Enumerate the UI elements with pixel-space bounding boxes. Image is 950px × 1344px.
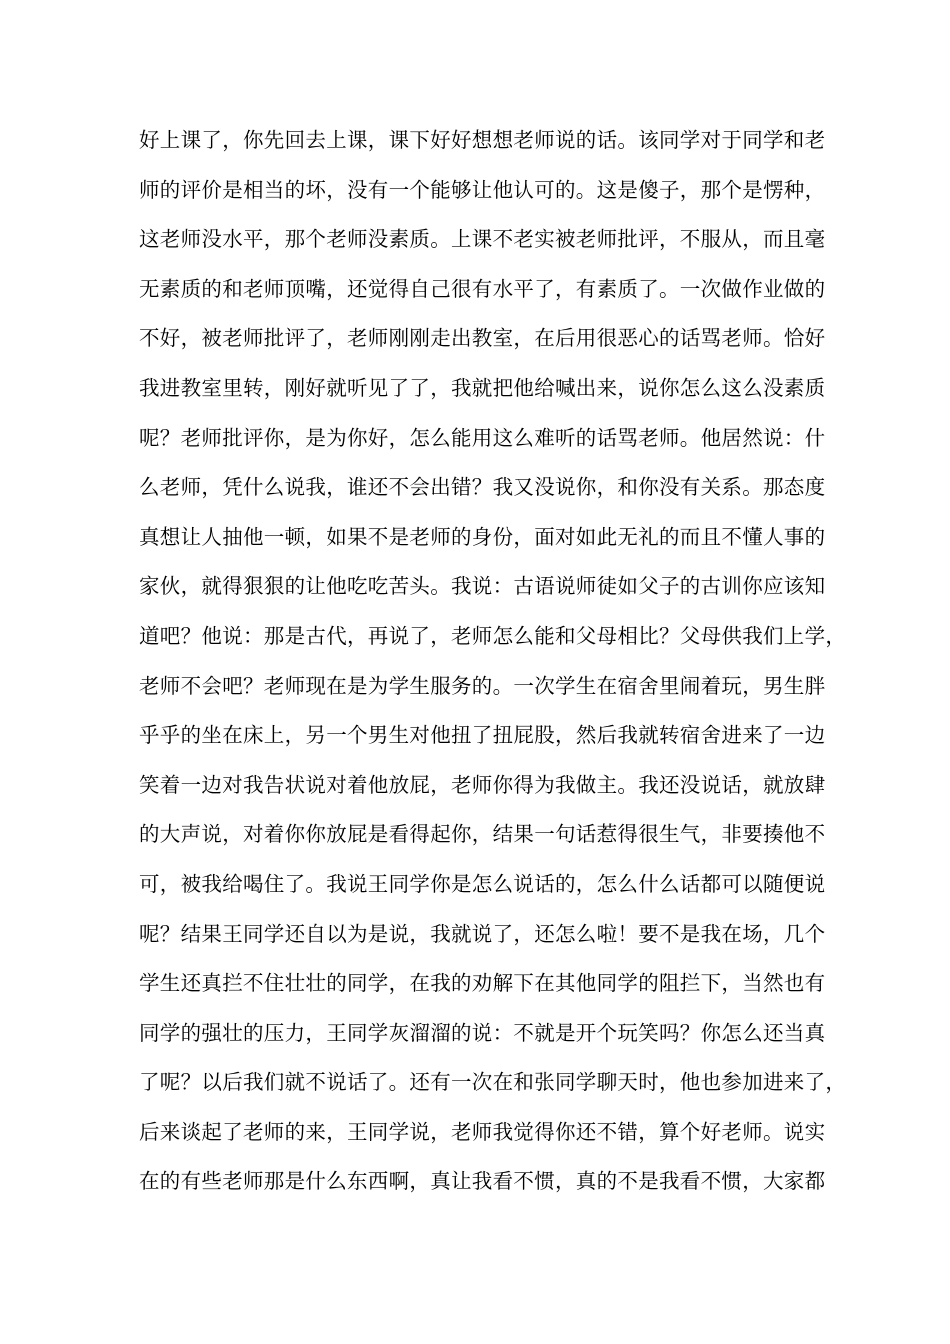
text-line: 这老师没水平，那个老师没素质。上课不老实被老师批评，不服从，而且毫 [139,227,826,252]
text-line: 乎乎的坐在床上，另一个男生对他扭了扭屁股，然后我就转宿舍进来了一边 [139,723,826,748]
text-line: 老师不会吧？老师现在是为学生服务的。一次学生在宿舍里闹着玩，男生胖 [139,673,826,698]
text-line: 同学的强壮的压力，王同学灰溜溜的说：不就是开个玩笑吗？你怎么还当真 [139,1020,826,1045]
text-line: 了呢？以后我们就不说话了。还有一次在和张同学聊天时，他也参加进来了， [139,1070,847,1095]
text-line: 笑着一边对我告状说对着他放屁，老师你得为我做主。我还没说话，就放肆 [139,772,826,797]
text-line: 师的评价是相当的坏，没有一个能够让他认可的。这是傻子，那个是愣种， [139,177,826,202]
text-line: 的大声说，对着你你放屁是看得起你，结果一句话惹得很生气，非要揍他不 [139,822,826,847]
text-line: 道吧？他说：那是古代，再说了，老师怎么能和父母相比？父母供我们上学， [139,623,847,648]
text-line: 后来谈起了老师的来，王同学说，老师我觉得你还不错，算个好老师。说实 [139,1119,826,1144]
text-line: 在的有些老师那是什么东西啊，真让我看不惯，真的不是我看不惯，大家都 [139,1169,826,1194]
text-line: 真想让人抽他一顿，如果不是老师的身份，面对如此无礼的而且不懂人事的 [139,524,826,549]
text-line: 家伙，就得狠狠的让他吃吃苦头。我说：古语说师徒如父子的古训你应该知 [139,574,826,599]
text-line: 不好，被老师批评了，老师刚刚走出教室，在后用很恶心的话骂老师。恰好 [139,326,826,351]
text-line: 么老师，凭什么说我，谁还不会出错？我又没说你，和你没有关系。那态度 [139,475,826,500]
text-line: 无素质的和老师顶嘴，还觉得自己很有水平了，有素质了。一次做作业做的 [139,276,826,301]
text-line: 我进教室里转，刚好就听见了了，我就把他给喊出来，说你怎么这么没素质 [139,375,826,400]
text-line: 呢？老师批评你，是为你好，怎么能用这么难听的话骂老师。他居然说：什 [139,425,826,450]
body-text [139,116,847,1207]
text-line: 可，被我给喝住了。我说王同学你是怎么说话的，怎么什么话都可以随便说 [139,871,826,896]
text-line: 学生还真拦不住壮壮的同学，在我的劝解下在其他同学的阻拦下，当然也有 [139,971,826,996]
text-line: 呢？结果王同学还自以为是说，我就说了，还怎么啦！要不是我在场，几个 [139,921,826,946]
text-line: 好上课了，你先回去上课，课下好好想想老师说的话。该同学对于同学和老 [139,128,826,152]
